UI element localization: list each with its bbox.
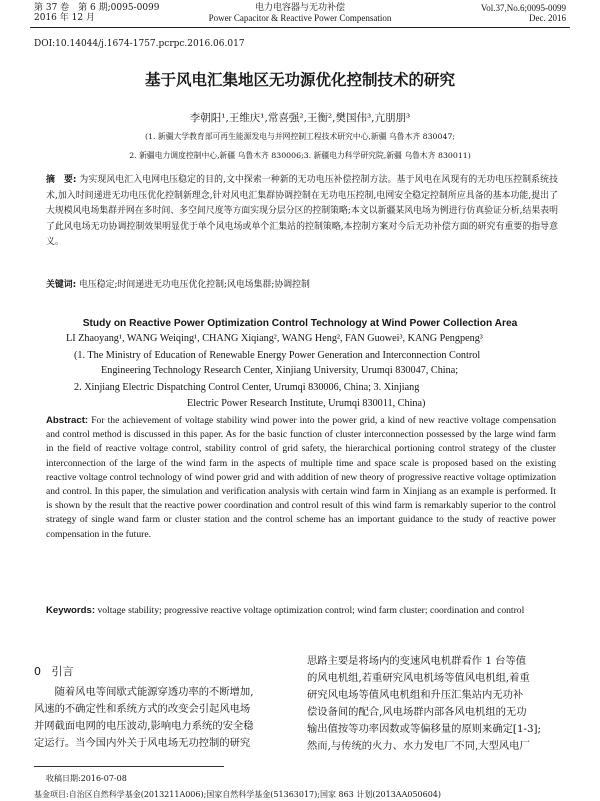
- section-heading: [34, 663, 74, 679]
- paper-title-cn: 基于风电汇集地区无功源优化控制技术的研究: [144, 71, 455, 89]
- keywords-cn: [46, 277, 558, 290]
- abstract-cn-label: 摘 要:: [46, 175, 77, 185]
- body-line: 随着风电等间歇式能源穿透功率的不断增加,: [54, 686, 254, 698]
- abstract-en-label: Abstract:: [46, 415, 89, 426]
- authors-cn: 李朝阳¹,王维庆¹,常喜强²,王衡²,樊国伟³,亢朋朋³: [189, 112, 411, 124]
- keywords-cn-text: 电压稳定;时间递进无功电压优化控制;风电场集群;协调控制: [79, 280, 310, 290]
- body-line: 的风电机组,若重研究风电机场等值风电机组,着重: [307, 672, 530, 684]
- affiliation-cn-line: (1. 新疆大学教育部可再生能源发电与并网控制工程技术研究中心,新疆 乌鲁木齐 830047;: [144, 132, 456, 141]
- body-right-column: [307, 653, 569, 755]
- header-rule: [30, 27, 570, 28]
- header-volume-issue-cn: 第 37 卷 第 6 期;0095-0099: [34, 3, 160, 13]
- keywords-en: [46, 604, 556, 618]
- footnote-received: 收稿日期:2016-07-08: [46, 774, 127, 783]
- affiliation-en-line: (1. The Ministry of Education of Renewable Energy Power Generation and Interconnection Control: [74, 350, 481, 361]
- body-line: 研究风电场等值风电机组和升压汇集站内无功补: [307, 689, 524, 701]
- header-date-cn: 2016 年 12 月: [34, 13, 95, 23]
- section-number: 0: [34, 665, 41, 678]
- body-line: 风速的不确定性和系统方式的改变会引起风电场: [34, 703, 251, 715]
- section-title: 引言: [51, 665, 74, 678]
- abstract-en: [46, 414, 556, 542]
- abstract-cn-text: 为实现风电汇入电网电压稳定的目的,文中探索一种新的无功电压补偿控制方法。基于风电在风现有的无功电压控制系统技术,加入时间递进无功电压优化控制新理念,针对风电汇集群协调控制在无功电压控制,电网安全稳定控制所应具备的基本功能,提出了大规模风电场集群并网在多时间、多空间尺度等方面实现分层分区的控制策略;本文以新疆某风电场为例进行仿真验证分析,结果表明了此风电场无功协调控制效果明显优于单个风电场或单个汇集站的控制策略,本控制方案对今后无功补偿方面的研究有重要的指导意义。: [46, 175, 558, 248]
- affiliation-en-line: Electric Power Research Institute, Urumqi 830011, China): [187, 398, 426, 409]
- authors-en: LI Zhaoyang¹, WANG Weiqing¹, CHANG Xiqiang², WANG Heng², FAN Guowei³, KANG Pengpeng³: [66, 333, 483, 344]
- body-left-column: [34, 684, 292, 752]
- footnote-fund: 基金项目:自治区自然科学基金(2013211A006);国家自然科学基金(51363017);国家 863 计划(2013AA050604): [34, 790, 442, 799]
- header-date-en: Dec. 2016: [529, 13, 566, 23]
- keywords-en-label: Keywords:: [46, 605, 96, 616]
- header-journal-cn: 电力电容器与无功补偿: [254, 3, 345, 13]
- doi: DOI:10.14044/j.1674-1757.pcrpc.2016.06.017: [34, 39, 245, 49]
- keywords-cn-label: 关键词:: [46, 280, 77, 290]
- header-journal-en: Power Capacitor & Reactive Power Compensation: [208, 13, 392, 23]
- keywords-en-text: voltage stability; progressive reactive voltage optimization control; wind farm cluster; coordination and control: [97, 605, 525, 616]
- body-line: 并网截面电网的电压波动,影响电力系统的安全稳: [34, 720, 254, 732]
- body-line: 偿设备间的配合,风电场群内部各风电机组的无功: [307, 706, 527, 718]
- affiliation-en-line: 2. Xinjiang Electric Dispatching Control Center, Urumqi 830006, China; 3. Xinjiang: [74, 382, 420, 393]
- header-volume-issue-en: Vol.37,No.6;0095-0099: [480, 3, 566, 13]
- abstract-en-text: For the achievement of voltage stability wind power into the power grid, a kind of new reactive voltage compensation and control method is discussed in this paper. As for the basic function of cluster interconnection possessed by the large wind farm in the field of reactive voltage control, stability control of grid safety, the hierarchical portioning control strategy of the cluster interconnection of the large of the wind farm in the aspects of multiple time and space scale is proposed based on the existing reactive voltage control technology of wind power grid and with addition of new theory of progressive reactive voltage optimization and control. In this paper, the simulation and verification analysis with certain wind farm in Xinjiang as an example is performed. It is shown by the result that the reactive power coordination and control result of this wind farm is remarkably superior to the control strategy of single wand farm or cluster station and the control scheme has an important guidance to the study of reactive power compensation in the future.: [46, 415, 556, 540]
- body-line: 思路主要是将场内的变速风电机群看作 1 台等值: [307, 655, 527, 667]
- body-line: 然而,与传统的火力、水力发电厂不同,大型风电厂: [307, 740, 530, 752]
- body-line: 定运行。当今国内外关于风电场无功控制的研究: [34, 737, 251, 749]
- paper-title-en: Study on Reactive Power Optimization Control Technology at Wind Power Collection Area: [82, 318, 518, 329]
- abstract-cn: [46, 173, 558, 251]
- affiliation-en-line: Engineering Technology Research Center, Xinjiang University, Urumqi 830047, China;: [101, 365, 459, 376]
- footnote-rule: [34, 766, 224, 767]
- body-line: 输出值按等功率因数或等偏移量的原则来确定[1-3];: [307, 723, 542, 735]
- affiliation-cn-line: 2. 新疆电力调度控制中心,新疆 乌鲁木齐 830006;3. 新疆电力科学研究院,新疆 乌鲁木齐 830011): [129, 151, 471, 160]
